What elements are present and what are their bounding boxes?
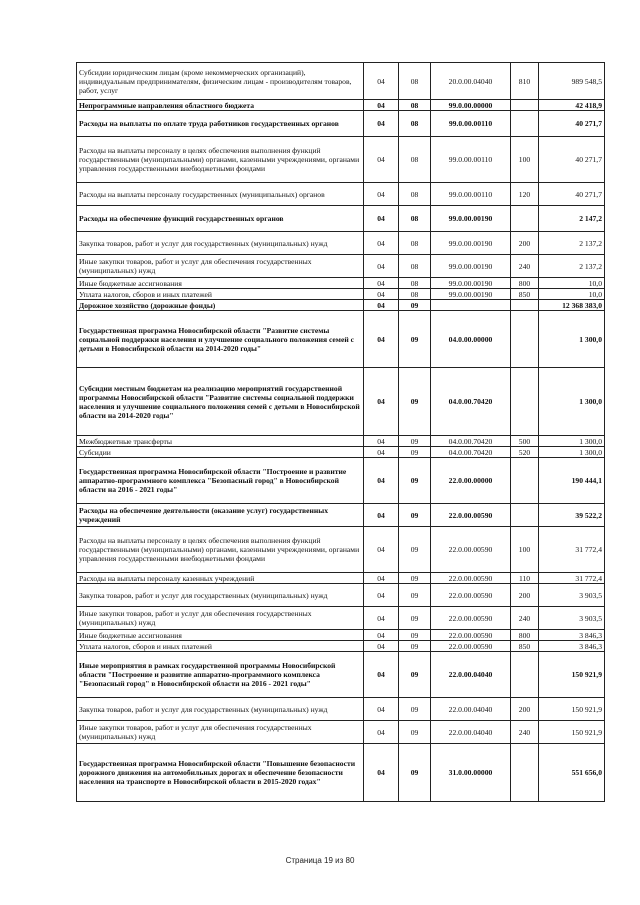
target-article-cell: 31.0.00.00000 <box>431 744 511 802</box>
row-name-cell: Уплата налогов, сборов и иных платежей <box>77 289 364 300</box>
table-row <box>77 289 605 300</box>
amount-cell: 3 846,3 <box>539 641 605 652</box>
table-row <box>77 436 605 447</box>
table-row <box>77 111 605 137</box>
row-name-cell: Расходы на выплаты персоналу государственных (муниципальных) органов <box>77 183 364 206</box>
amount-cell: 2 137,2 <box>539 255 605 278</box>
subsection-code-cell: 08 <box>399 278 431 289</box>
amount-cell: 551 656,0 <box>539 744 605 802</box>
section-code-cell: 04 <box>364 232 399 255</box>
row-name-cell: Расходы на обеспечение функций государственных органов <box>77 206 364 232</box>
subsection-code-cell: 09 <box>399 652 431 698</box>
table-row <box>77 232 605 255</box>
subsection-code-cell: 08 <box>399 183 431 206</box>
row-name-cell: Непрограммные направления областного бюджета <box>77 100 364 111</box>
section-code-cell: 04 <box>364 641 399 652</box>
target-article-cell: 99.0.00.00110 <box>431 137 511 183</box>
expense-type-cell <box>511 100 539 111</box>
amount-cell: 989 548,5 <box>539 63 605 100</box>
target-article-cell: 99.0.00.00190 <box>431 206 511 232</box>
expense-type-cell: 240 <box>511 721 539 744</box>
expense-type-cell: 520 <box>511 447 539 458</box>
table-row <box>77 300 605 311</box>
target-article-cell: 99.0.00.00190 <box>431 255 511 278</box>
expense-type-cell <box>511 300 539 311</box>
amount-cell: 3 903,5 <box>539 584 605 607</box>
section-code-cell: 04 <box>364 607 399 630</box>
expense-type-cell: 200 <box>511 584 539 607</box>
section-code-cell: 04 <box>364 447 399 458</box>
budget-table-container <box>76 62 604 802</box>
target-article-cell: 99.0.00.00190 <box>431 278 511 289</box>
table-row <box>77 255 605 278</box>
amount-cell: 12 368 383,0 <box>539 300 605 311</box>
target-article-cell: 22.0.00.04040 <box>431 698 511 721</box>
row-name-cell: Иные закупки товаров, работ и услуг для обеспечения государственных (муниципальных) нужд <box>77 607 364 630</box>
expense-type-cell <box>511 111 539 137</box>
subsection-code-cell: 09 <box>399 368 431 436</box>
table-row <box>77 721 605 744</box>
subsection-code-cell: 09 <box>399 698 431 721</box>
section-code-cell: 04 <box>364 744 399 802</box>
target-article-cell: 99.0.00.00190 <box>431 232 511 255</box>
row-name-cell: Расходы на выплаты персоналу в целях обеспечения выполнения функций государственными (муниципальными) органами, казенными учреждениями, органами управления государственными внебюджетными фондами <box>77 137 364 183</box>
section-code-cell: 04 <box>364 255 399 278</box>
table-row <box>77 744 605 802</box>
target-article-cell: 99.0.00.00190 <box>431 289 511 300</box>
section-code-cell: 04 <box>364 183 399 206</box>
section-code-cell: 04 <box>364 111 399 137</box>
subsection-code-cell: 09 <box>399 300 431 311</box>
target-article-cell: 99.0.00.00110 <box>431 183 511 206</box>
amount-cell: 1 300,0 <box>539 311 605 368</box>
table-row <box>77 206 605 232</box>
section-code-cell: 04 <box>364 100 399 111</box>
table-row <box>77 100 605 111</box>
row-name-cell: Государственная программа Новосибирской области "Развитие системы социальной поддержки населения и улучшение социального положения семей с детьми в Новосибирской области на 2014-2020 годы" <box>77 311 364 368</box>
section-code-cell: 04 <box>364 368 399 436</box>
expense-type-cell <box>511 504 539 527</box>
section-code-cell: 04 <box>364 137 399 183</box>
table-row <box>77 527 605 573</box>
subsection-code-cell: 09 <box>399 458 431 504</box>
row-name-cell: Государственная программа Новосибирской области "Повышение безопасности дорожного движения на автомобильных дорогах и обеспечение безопасности населения на транспорте в Новосибирской области в 2015-2020 годах" <box>77 744 364 802</box>
table-row <box>77 630 605 641</box>
section-code-cell: 04 <box>364 458 399 504</box>
target-article-cell: 04.0.00.00000 <box>431 311 511 368</box>
subsection-code-cell: 09 <box>399 584 431 607</box>
amount-cell: 10,0 <box>539 278 605 289</box>
amount-cell: 190 444,1 <box>539 458 605 504</box>
table-row <box>77 311 605 368</box>
row-name-cell: Расходы на выплаты по оплате труда работников государственных органов <box>77 111 364 137</box>
expense-type-cell: 500 <box>511 436 539 447</box>
row-name-cell: Субсидии <box>77 447 364 458</box>
expense-type-cell: 850 <box>511 641 539 652</box>
amount-cell: 39 522,2 <box>539 504 605 527</box>
target-article-cell: 04.0.00.70420 <box>431 436 511 447</box>
target-article-cell <box>431 300 511 311</box>
expense-type-cell: 100 <box>511 527 539 573</box>
expense-type-cell <box>511 311 539 368</box>
amount-cell: 3 903,5 <box>539 607 605 630</box>
target-article-cell: 04.0.00.70420 <box>431 447 511 458</box>
expense-type-cell: 200 <box>511 698 539 721</box>
expense-type-cell: 110 <box>511 573 539 584</box>
table-row <box>77 573 605 584</box>
section-code-cell: 04 <box>364 436 399 447</box>
target-article-cell: 22.0.00.00590 <box>431 630 511 641</box>
section-code-cell: 04 <box>364 527 399 573</box>
section-code-cell: 04 <box>364 721 399 744</box>
page-number: Страница 19 из 80 <box>285 856 355 865</box>
row-name-cell: Субсидии юридическим лицам (кроме некоммерческих организаций), индивидуальным предпринимателям, физическим лицам - производителям товаров, работ, услуг <box>77 63 364 100</box>
subsection-code-cell: 08 <box>399 232 431 255</box>
amount-cell: 1 300,0 <box>539 368 605 436</box>
subsection-code-cell: 09 <box>399 311 431 368</box>
subsection-code-cell: 08 <box>399 111 431 137</box>
target-article-cell: 22.0.00.00590 <box>431 527 511 573</box>
expense-type-cell <box>511 458 539 504</box>
target-article-cell: 22.0.00.00000 <box>431 458 511 504</box>
target-article-cell: 20.0.00.04040 <box>431 63 511 100</box>
subsection-code-cell: 08 <box>399 100 431 111</box>
row-name-cell: Иные закупки товаров, работ и услуг для обеспечения государственных (муниципальных) нужд <box>77 255 364 278</box>
table-row <box>77 137 605 183</box>
amount-cell: 150 921,9 <box>539 652 605 698</box>
amount-cell: 2 137,2 <box>539 232 605 255</box>
subsection-code-cell: 08 <box>399 137 431 183</box>
target-article-cell: 22.0.00.00590 <box>431 573 511 584</box>
target-article-cell: 22.0.00.00590 <box>431 641 511 652</box>
target-article-cell: 22.0.00.00590 <box>431 504 511 527</box>
target-article-cell: 99.0.00.00000 <box>431 100 511 111</box>
target-article-cell: 04.0.00.70420 <box>431 368 511 436</box>
amount-cell: 42 418,9 <box>539 100 605 111</box>
target-article-cell: 22.0.00.00590 <box>431 584 511 607</box>
section-code-cell: 04 <box>364 652 399 698</box>
subsection-code-cell: 08 <box>399 289 431 300</box>
expense-type-cell <box>511 206 539 232</box>
table-row <box>77 584 605 607</box>
table-row <box>77 447 605 458</box>
table-row <box>77 368 605 436</box>
section-code-cell: 04 <box>364 206 399 232</box>
section-code-cell: 04 <box>364 573 399 584</box>
expense-type-cell: 240 <box>511 607 539 630</box>
amount-cell: 40 271,7 <box>539 111 605 137</box>
expense-type-cell: 810 <box>511 63 539 100</box>
section-code-cell: 04 <box>364 311 399 368</box>
amount-cell: 1 300,0 <box>539 436 605 447</box>
subsection-code-cell: 09 <box>399 527 431 573</box>
amount-cell: 150 921,9 <box>539 721 605 744</box>
budget-table-body <box>77 63 605 802</box>
row-name-cell: Дорожное хозяйство (дорожные фонды) <box>77 300 364 311</box>
amount-cell: 1 300,0 <box>539 447 605 458</box>
table-row <box>77 641 605 652</box>
section-code-cell: 04 <box>364 63 399 100</box>
section-code-cell: 04 <box>364 630 399 641</box>
row-name-cell: Расходы на обеспечение деятельности (оказание услуг) государственных учреждений <box>77 504 364 527</box>
subsection-code-cell: 09 <box>399 721 431 744</box>
expense-type-cell: 100 <box>511 137 539 183</box>
subsection-code-cell: 09 <box>399 641 431 652</box>
expense-type-cell <box>511 652 539 698</box>
subsection-code-cell: 08 <box>399 255 431 278</box>
subsection-code-cell: 08 <box>399 63 431 100</box>
table-row <box>77 458 605 504</box>
table-row <box>77 652 605 698</box>
amount-cell: 40 271,7 <box>539 137 605 183</box>
amount-cell: 3 846,3 <box>539 630 605 641</box>
amount-cell: 40 271,7 <box>539 183 605 206</box>
expense-type-cell: 120 <box>511 183 539 206</box>
row-name-cell: Уплата налогов, сборов и иных платежей <box>77 641 364 652</box>
subsection-code-cell: 09 <box>399 447 431 458</box>
expense-type-cell: 200 <box>511 232 539 255</box>
table-row <box>77 278 605 289</box>
target-article-cell: 99.0.00.00110 <box>431 111 511 137</box>
subsection-code-cell: 09 <box>399 607 431 630</box>
row-name-cell: Закупка товаров, работ и услуг для государственных (муниципальных) нужд <box>77 584 364 607</box>
row-name-cell: Субсидии местным бюджетам на реализацию мероприятий государственной программы Новосибирской области "Развитие системы социальной поддержки населения и улучшение социального положения семей с детьми в Новосибирской области на 2014-2020 годы" <box>77 368 364 436</box>
subsection-code-cell: 08 <box>399 206 431 232</box>
row-name-cell: Межбюджетные трансферты <box>77 436 364 447</box>
row-name-cell: Расходы на выплаты персоналу казенных учреждений <box>77 573 364 584</box>
row-name-cell: Иные бюджетные ассигнования <box>77 278 364 289</box>
budget-table <box>76 62 605 802</box>
table-row <box>77 63 605 100</box>
expense-type-cell: 850 <box>511 289 539 300</box>
row-name-cell: Иные закупки товаров, работ и услуг для обеспечения государственных (муниципальных) нужд <box>77 721 364 744</box>
row-name-cell: Закупка товаров, работ и услуг для государственных (муниципальных) нужд <box>77 698 364 721</box>
target-article-cell: 22.0.00.04040 <box>431 721 511 744</box>
subsection-code-cell: 09 <box>399 630 431 641</box>
row-name-cell: Иные бюджетные ассигнования <box>77 630 364 641</box>
expense-type-cell: 240 <box>511 255 539 278</box>
subsection-code-cell: 09 <box>399 573 431 584</box>
row-name-cell: Государственная программа Новосибирской области "Построение и развитие аппаратно-программного комплекса "Безопасный город" в Новосибирской области на 2016 - 2021 годы" <box>77 458 364 504</box>
amount-cell: 10,0 <box>539 289 605 300</box>
expense-type-cell <box>511 368 539 436</box>
amount-cell: 31 772,4 <box>539 573 605 584</box>
row-name-cell: Расходы на выплаты персоналу в целях обеспечения выполнения функций государственными (муниципальными) органами, казенными учреждениями, органами управления государственными внебюджетными фондами <box>77 527 364 573</box>
amount-cell: 2 147,2 <box>539 206 605 232</box>
expense-type-cell <box>511 744 539 802</box>
amount-cell: 150 921,9 <box>539 698 605 721</box>
amount-cell: 31 772,4 <box>539 527 605 573</box>
section-code-cell: 04 <box>364 289 399 300</box>
section-code-cell: 04 <box>364 300 399 311</box>
row-name-cell: Закупка товаров, работ и услуг для государственных (муниципальных) нужд <box>77 232 364 255</box>
expense-type-cell: 800 <box>511 630 539 641</box>
table-row <box>77 504 605 527</box>
section-code-cell: 04 <box>364 698 399 721</box>
table-row <box>77 183 605 206</box>
target-article-cell: 22.0.00.04040 <box>431 652 511 698</box>
table-row <box>77 698 605 721</box>
section-code-cell: 04 <box>364 504 399 527</box>
subsection-code-cell: 09 <box>399 436 431 447</box>
subsection-code-cell: 09 <box>399 744 431 802</box>
target-article-cell: 22.0.00.00590 <box>431 607 511 630</box>
expense-type-cell: 800 <box>511 278 539 289</box>
table-row <box>77 607 605 630</box>
section-code-cell: 04 <box>364 278 399 289</box>
row-name-cell: Иные мероприятия в рамках государственной программы Новосибирской области "Построение и развитие аппаратно-программного комплекса "Безопасный город" в Новосибирской области на 2016 - 2021 годы" <box>77 652 364 698</box>
subsection-code-cell: 09 <box>399 504 431 527</box>
section-code-cell: 04 <box>364 584 399 607</box>
